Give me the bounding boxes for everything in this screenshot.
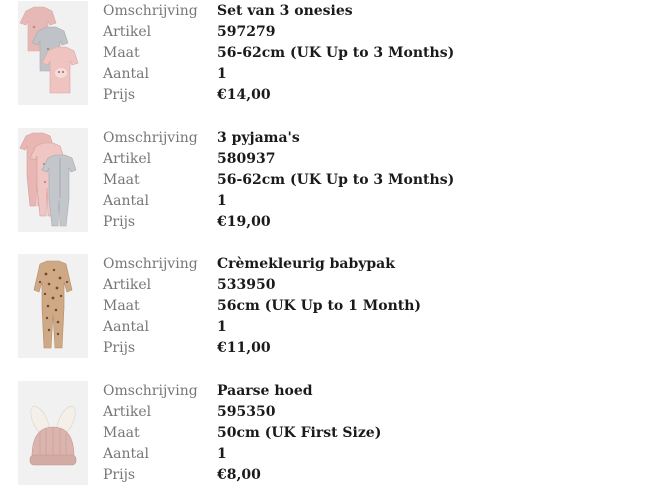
description-value: 3 pyjama's <box>217 130 300 146</box>
price-value: €8,00 <box>217 467 261 483</box>
article-value: 533950 <box>217 277 276 293</box>
description-value: Paarse hoed <box>217 383 313 399</box>
description-label: Omschrijving <box>103 3 198 19</box>
size-label: Maat <box>103 425 140 441</box>
article-value: 597279 <box>217 24 276 40</box>
size-value: 56cm (UK Up to 1 Month) <box>217 298 422 314</box>
article-value: 580937 <box>217 151 276 167</box>
size-value: 56-62cm (UK Up to 3 Months) <box>217 45 455 61</box>
price-label: Prijs <box>103 340 136 356</box>
quantity-value: 1 <box>217 319 227 335</box>
quantity-value: 1 <box>217 193 227 209</box>
price-label: Prijs <box>103 467 136 483</box>
article-label: Artikel <box>103 277 152 293</box>
order-item <box>0 253 661 359</box>
quantity-label: Aantal <box>103 446 149 462</box>
price-value: €19,00 <box>217 214 271 230</box>
description-value: Crèmekleurig babypak <box>217 256 395 272</box>
description-value: Set van 3 onesies <box>217 3 353 19</box>
price-label: Prijs <box>103 214 136 230</box>
quantity-label: Aantal <box>103 319 149 335</box>
description-label: Omschrijving <box>103 383 198 399</box>
article-value: 595350 <box>217 404 276 420</box>
order-item <box>0 380 661 486</box>
article-label: Artikel <box>103 24 152 40</box>
size-label: Maat <box>103 172 140 188</box>
description-label: Omschrijving <box>103 130 198 146</box>
price-value: €14,00 <box>217 87 271 103</box>
size-label: Maat <box>103 45 140 61</box>
description-label: Omschrijving <box>103 256 198 272</box>
size-value: 56-62cm (UK Up to 3 Months) <box>217 172 455 188</box>
quantity-value: 1 <box>217 66 227 82</box>
size-label: Maat <box>103 298 140 314</box>
article-label: Artikel <box>103 404 152 420</box>
article-label: Artikel <box>103 151 152 167</box>
order-item <box>0 0 661 106</box>
price-value: €11,00 <box>217 340 271 356</box>
quantity-label: Aantal <box>103 66 149 82</box>
quantity-value: 1 <box>217 446 227 462</box>
order-item <box>0 127 661 233</box>
price-label: Prijs <box>103 87 136 103</box>
quantity-label: Aantal <box>103 193 149 209</box>
size-value: 50cm (UK First Size) <box>217 425 382 441</box>
